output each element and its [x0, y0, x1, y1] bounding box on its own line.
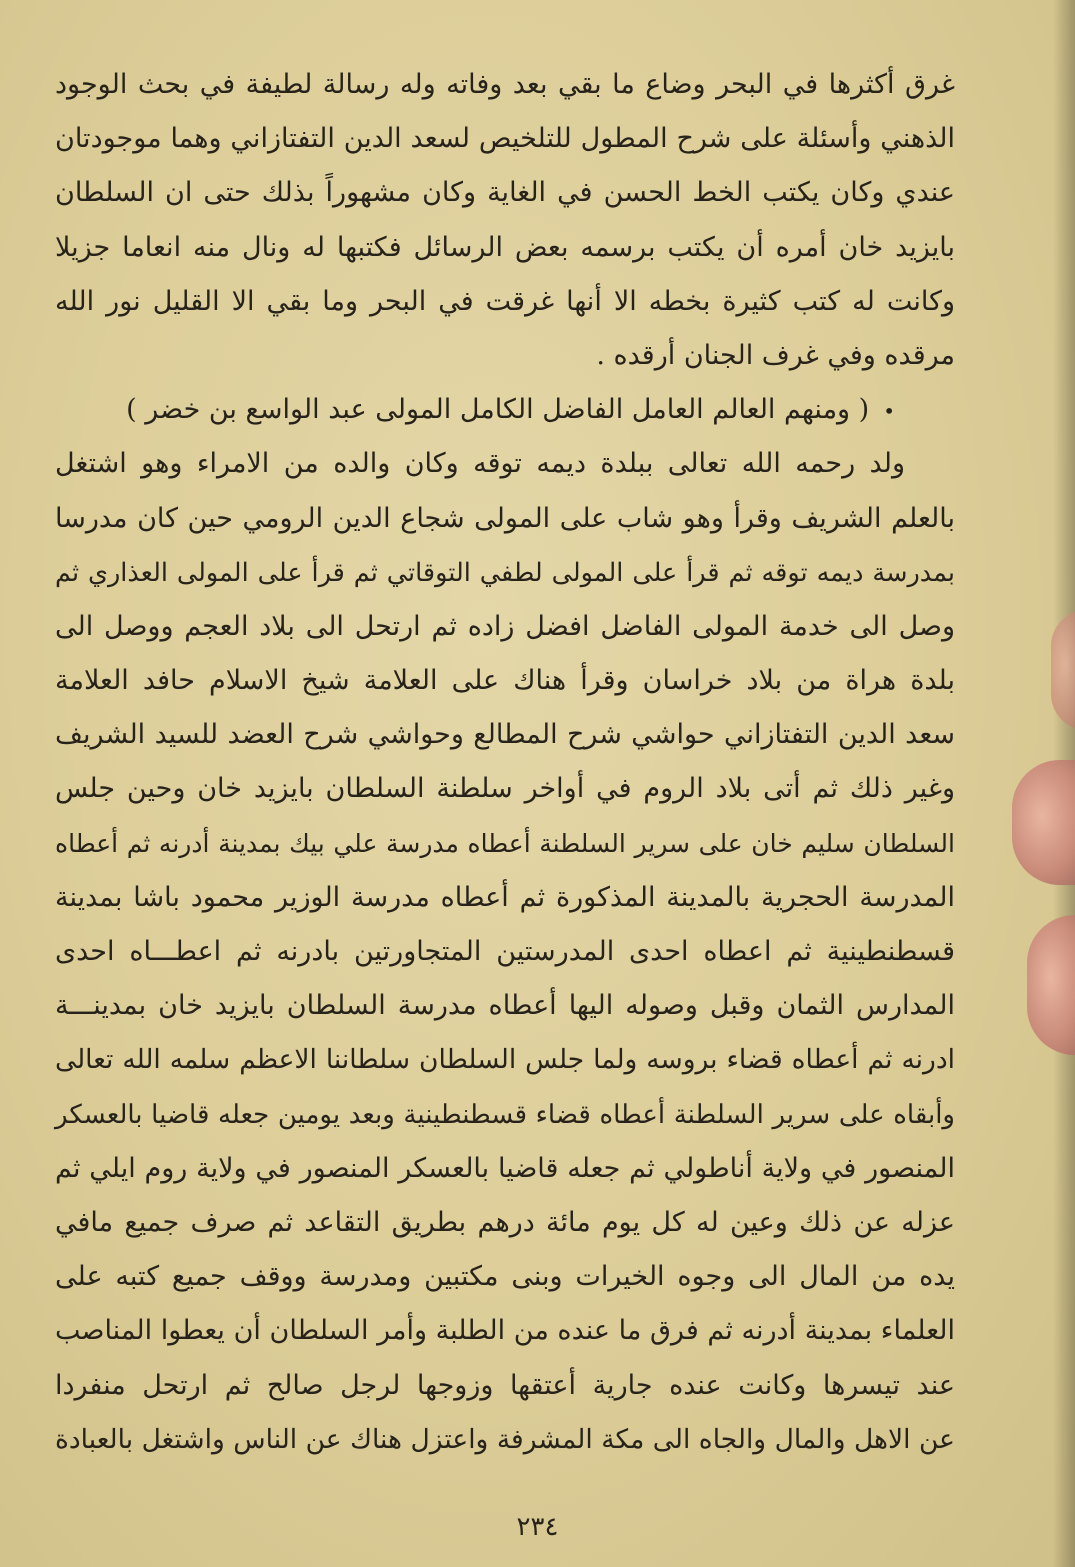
- text-line-4: بايزيد خان أمره أن يكتب برسمه بعض الرسائل فكتبها له ونال منه انعاما جزيلا: [55, 231, 955, 263]
- text-line-23: يده من المال الى وجوه الخيرات وبنى مكتبين ومدرسة ووقف جميع كتبه على: [55, 1261, 955, 1293]
- arabic-text-block: [55, 58, 955, 1467]
- text-line-25: عند تيسرها وكانت عنده جارية أعتقها وزوجها لرجل صالح ثم ارتحل منفردا: [55, 1369, 955, 1401]
- text-line-16: المدرسة الحجرية بالمدينة المذكورة ثم أعطاه مدرسة الوزير محمود باشا بمدينة: [55, 881, 955, 913]
- text-line-6: مرقده وفي غرف الجنان أرقده .: [596, 339, 955, 371]
- text-line-22: عزله عن ذلك وعين له كل يوم مائة درهم بطريق التقاعد ثم صرف جميع مافي: [55, 1206, 955, 1238]
- text-line-21: المنصور في ولاية أناطولي ثم جعله قاضيا بالعسكر المنصور في ولاية روم ايلي ثم: [55, 1152, 955, 1184]
- text-line-26: عن الاهل والمال والجاه الى مكة المشرفة واعتزل هناك عن الناس واشتغل بالعبادة: [55, 1423, 955, 1455]
- text-line-9: بالعلم الشريف وقرأ وهو شاب على المولى شجاع الدين الرومي حين كان مدرسا: [55, 502, 955, 534]
- text-line-11: وصل الى خدمة المولى الفاضل افضل زاده ثم ارتحل الى بلاد العجم ووصل الى: [55, 610, 955, 642]
- text-line-17: قسطنطينية ثم اعطاه احدى المدرستين المتجاورتين بادرنه ثم اعطـــاه احدى: [55, 936, 955, 967]
- page-number: ٢٣٤: [516, 1512, 559, 1542]
- text-line-24: العلماء بمدينة أدرنه ثم فرق ما عنده من الطلبة وأمر السلطان أن يعطوا المناصب: [55, 1315, 955, 1347]
- text-line-13: سعد الدين التفتازاني حواشي شرح المطالع وحواشي شرح العضد للسيد الشريف: [55, 719, 955, 751]
- text-line-10: بمدرسة ديمه توقه ثم قرأ على المولى لطفي التوقاتي ثم قرأ على المولى العذاري ثم: [55, 557, 955, 588]
- section-heading-text: ( ومنهم العالم العامل الفاضل الكامل المولى عبد الواسع بن خضر ): [126, 394, 870, 426]
- text-line-18: المدارس الثمان وقبل وصوله اليها أعطاه مدرسة السلطان بايزيد خان بمدينـــة: [55, 990, 955, 1022]
- finger-3: [1027, 915, 1075, 1055]
- text-line-14: وغير ذلك ثم أتى بلاد الروم في أواخر سلطنة السلطان بايزيد خان وحين جلس: [55, 773, 955, 805]
- text-line-3: عندي وكان يكتب الخط الحسن في الغاية وكان مشهوراً بذلك حتى ان السلطان: [55, 177, 955, 209]
- text-line-15: السلطان سليم خان على سرير السلطنة أعطاه مدرسة علي بيك بمدينة أدرنه ثم أعطاه: [55, 828, 955, 858]
- text-line-5: وكانت له كتب كثيرة بخطه الا أنها غرقت في البحر وما بقي الا القليل نور الله: [55, 285, 955, 317]
- text-line-8: ولد رحمه الله تعالى ببلدة ديمه توقه وكان والده من الامراء وهو اشتغل: [55, 448, 905, 480]
- bullet-marker: •: [883, 399, 895, 424]
- text-line-19: ادرنه ثم أعطاه قضاء بروسه ولما جلس السلطان سلطاننا الاعظم سلمه الله تعالى: [55, 1044, 955, 1076]
- finger-2: [1012, 760, 1075, 885]
- text-line-1: غرق أكثرها في البحر وضاع ما بقي بعد وفاته وله رسالة لطيفة في بحث الوجود: [55, 69, 955, 100]
- text-line-20: وأبقاه على سرير السلطنة أعطاه قضاء قسطنطينية وبعد يومين جعله قاضيا بالعسكر: [55, 1099, 955, 1130]
- section-heading: [55, 383, 955, 437]
- text-line-2: الذهني وأسئلة على شرح المطول للتلخيص لسعد الدين التفتازاني وهما موجودتان: [55, 123, 955, 155]
- text-line-12: بلدة هراة من بلاد خراسان وقرأ هناك على العلامة شيخ الاسلام حافد العلامة: [55, 665, 955, 697]
